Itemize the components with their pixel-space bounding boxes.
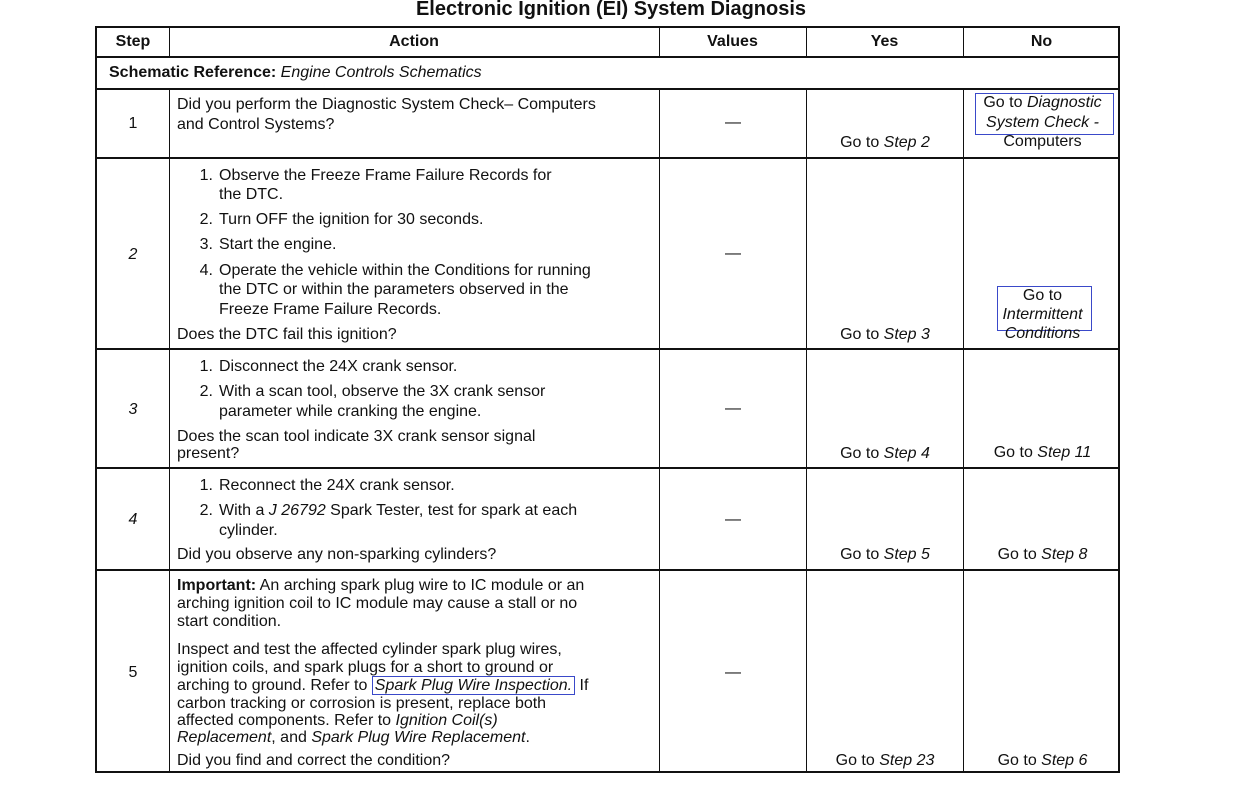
procedure-text: Inspect and test the affected cylinder spark plug wires, — [177, 641, 562, 658]
step-number: 4 — [128, 511, 138, 528]
question-text: present? — [177, 445, 240, 462]
procedure-text: carbon tracking or corrosion is present, replace both — [177, 695, 547, 712]
action-text: and Control Systems? — [177, 116, 335, 133]
no-link-diagnostic-check-line3[interactable]: Computers — [1003, 133, 1082, 150]
no-link-intermittent-line3[interactable]: Conditions — [1004, 325, 1081, 342]
header-yes: Yes — [870, 33, 899, 50]
values-dash: — — [725, 245, 741, 262]
step-number: 3 — [128, 401, 138, 418]
no-link-step-11[interactable]: Go to Step 11 — [993, 444, 1092, 461]
header-step: Step — [115, 33, 151, 50]
no-link-step-6[interactable]: Go to Step 6 — [997, 752, 1088, 769]
yes-link-step-5[interactable]: Go to Step 5 — [840, 546, 930, 563]
question-text: Does the DTC fail this ignition? — [177, 326, 397, 343]
step-number: 1 — [128, 115, 138, 132]
schematic-value: Engine Controls Schematics — [280, 64, 482, 81]
yes-link-step-3[interactable]: Go to Step 3 — [840, 326, 930, 343]
yes-link-step-4[interactable]: Go to Step 4 — [840, 445, 930, 462]
link-ignition-coil-replacement-cont[interactable]: Replacement — [177, 729, 272, 746]
question-text: Did you observe any non-sparking cylinders? — [177, 546, 497, 563]
important-note: start condition. — [177, 613, 282, 630]
values-dash: — — [725, 400, 741, 417]
no-link-diagnostic-check[interactable]: Go to Diagnostic — [983, 94, 1102, 111]
step-number: 2 — [128, 246, 138, 263]
question-text: Did you find and correct the condition? — [177, 752, 451, 769]
header-values: Values — [707, 33, 758, 50]
header-action: Action — [389, 33, 439, 50]
link-ignition-coil-replacement[interactable]: Ignition Coil(s) — [395, 712, 498, 729]
values-dash: — — [725, 664, 741, 681]
schematic-label: Schematic Reference: — [109, 64, 277, 81]
yes-link-step-2[interactable]: Go to Step 2 — [840, 134, 930, 151]
no-link-intermittent[interactable]: Go to — [1022, 287, 1063, 304]
page-title: Electronic Ignition (EI) System Diagnosis — [415, 0, 807, 20]
no-link-diagnostic-check-line2[interactable]: System Check - — [986, 114, 1099, 131]
no-link-step-8[interactable]: Go to Step 8 — [997, 546, 1088, 563]
header-no: No — [1030, 33, 1053, 50]
important-note: Important: An arching spark plug wire to IC module or an — [177, 577, 585, 594]
no-link-intermittent-line2[interactable]: Intermittent — [1002, 306, 1083, 323]
procedure-text: arching to ground. Refer to Spark Plug Wire Inspection. If — [177, 677, 589, 694]
question-text: Does the scan tool indicate 3X crank sensor signal — [177, 428, 536, 445]
values-dash: — — [725, 511, 741, 528]
important-note: arching ignition coil to IC module may cause a stall or no — [177, 595, 578, 612]
action-text: Did you perform the Diagnostic System Check– Computers — [177, 96, 596, 113]
link-spark-plug-wire-replacement[interactable]: Spark Plug Wire Replacement — [311, 729, 526, 746]
link-spark-plug-wire-inspection[interactable]: Spark Plug Wire Inspection. — [372, 676, 575, 695]
procedure-text: affected components. Refer to Ignition Coil(s) — [177, 712, 498, 729]
procedure-text: ignition coils, and spark plugs for a short to ground or — [177, 659, 554, 676]
values-dash: — — [725, 114, 741, 131]
step-number: 5 — [128, 664, 138, 681]
yes-link-step-23[interactable]: Go to Step 23 — [835, 752, 935, 769]
schematic-reference — [109, 64, 482, 82]
procedure-text: Replacement, and Spark Plug Wire Replacement. — [177, 729, 530, 746]
diagnosis-table: Step Action Values Yes No Schematic Reference: Engine Controls Schematics 1 Did you perform the Diagnostic System Check– Computers and Control Systems? — Go to Step 2 Go to Diagnostic System Check - Computers 2 1. Observe the Freeze Frame Failure Records for the DTC. 2. Turn OFF the ignition for 30 seconds. 3. Start the engine. 4. Operate the vehicle within the Conditions for running the DTC or within the parameters observed in the Freeze Frame Failure Records. Does the DTC fail this ignition? — Go to Step 3 Go to Intermittent Conditions 3 1. Disconnect the 24X crank sensor. 2. With a scan tool, observe the 3X crank sensor parameter while cranking the engine. Does the scan tool indicate 3X crank sensor signal present? — Go to Step 4 Go to Step 11 4 1. Reconnect the 24X crank sensor. 2. With a J 26792 Spark Tester, test for spark at each cylinder. Did you observe any non-sparking cylinders? — Go to Step 5 Go to Step 8 5 Important: An arching spark plug wire to IC module or an arching ignition coil to IC module may cause a stall or no start condition. Inspect and test the affected cylinder spark plug wires, ignition coils, and spark plugs for a short to ground or arching to ground. Refer to Spark Plug Wire Inspection. If carbon tracking or corrosion is present, replace both affected components. Refer to Ignition Coil(s) Replacement, and Spark Plug Wire Replacement. Did you find and correct the condition? — Go to Step 23 Go to Step 6 — [95, 26, 1120, 773]
